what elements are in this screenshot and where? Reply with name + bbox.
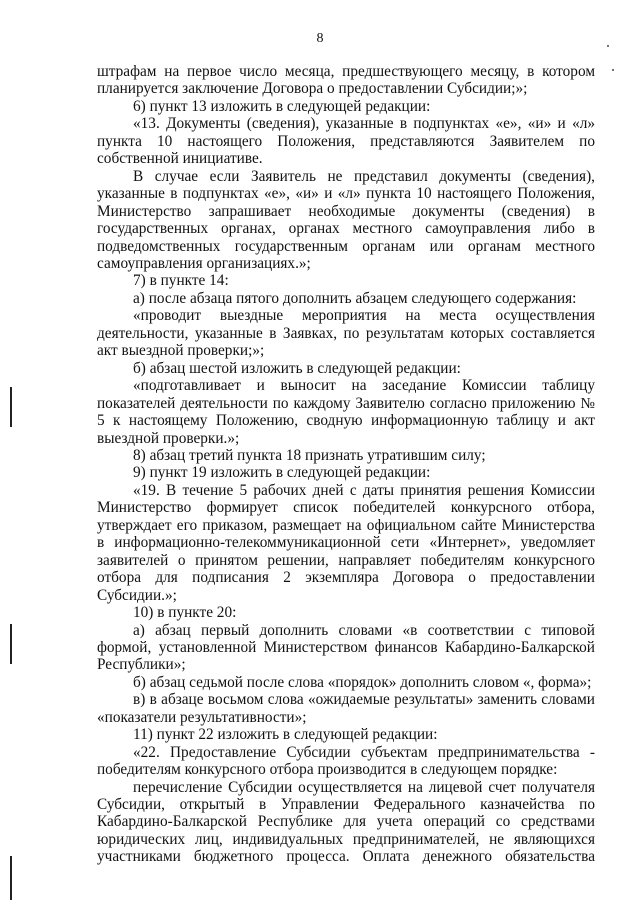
paragraph-6: а) после абзаца пятого дополнить абзацем следующего содержания: bbox=[133, 289, 577, 307]
paragraph-5: 7) в пункте 14: bbox=[133, 272, 229, 290]
page-number: 8 bbox=[316, 31, 324, 46]
paragraph-15: б) абзац седьмой после слова «порядок» дополнить словом «, форма»; bbox=[133, 673, 592, 691]
paragraph-12: «19. В течение 5 рабочих дней с даты принятия решения Комиссии Министерство формирует список победителей конкурсного отбора, утверждает его приказом, размещает на официальном сайте Министерства в информационно-телекоммуникационной сети «Интернет», уведомляет заявителей о принятом решении, направляет победителям конкурсного отбора для подписания 2 экземпляра Договора о предоставлении Субсидии.»; bbox=[97, 481, 595, 604]
paragraph-17: 11) пункт 22 изложить в следующей редакции: bbox=[133, 726, 438, 744]
paragraph-2: 6) пункт 13 изложить в следующей редакции: bbox=[133, 97, 431, 115]
document-body bbox=[97, 63, 595, 866]
paragraph-3: «13. Документы (сведения), указанные в подпунктах «е», «и» и «л» пункта 10 настоящего Положения, представляются Заявителем по собственной инициативе. bbox=[97, 115, 595, 168]
paragraph-7: «проводит выездные мероприятия на места осуществления деятельности, указанные в Заявках, по результатам которых составляется акт выездной проверки;»; bbox=[97, 307, 595, 360]
paragraph-8: б) абзац шестой изложить в следующей редакции: bbox=[133, 359, 461, 377]
paragraph-14: а) абзац первый дополнить словами «в соответствии с типовой формой, установленной Министерством финансов Кабардино-Балкарской Республики»; bbox=[97, 621, 595, 674]
scan-margin-mark bbox=[10, 856, 12, 900]
scan-margin-mark bbox=[10, 624, 12, 664]
scan-speck bbox=[607, 45, 609, 47]
paragraph-13: 10) в пункте 20: bbox=[133, 604, 237, 622]
paragraph-10: 8) абзац третий пункта 18 признать утратившим силу; bbox=[133, 446, 486, 464]
paragraph-11: 9) пункт 19 изложить в следующей редакции: bbox=[133, 464, 431, 482]
paragraph-19: перечисление Субсидии осуществляется на лицевой счет получателя Субсидии, открытый в Управлении Федерального казначейства по Кабардино-Балкарской Республике для учета операций со средствами юридических лиц, индивидуальных предпринимателей, не являющихся участниками бюджетного процесса. Оплата денежного обязательства bbox=[97, 778, 595, 866]
paragraph-16: в) в абзаце восьмом слова «ожидаемые результаты» заменить словами «показатели результативности»; bbox=[97, 691, 595, 726]
scan-margin-mark bbox=[10, 387, 12, 427]
paragraph-18: «22. Предоставление Субсидии субъектам предпринимательства - победителям конкурсного отбора производится в следующем порядке: bbox=[97, 743, 595, 779]
paragraph-1: штрафам на первое число месяца, предшествующего месяцу, в котором планируется заключение Договора о предоставлении Субсидии;»; bbox=[97, 63, 595, 98]
paragraph-9: «подготавливает и выносит на заседание Комиссии таблицу показателей деятельности по каждому Заявителю согласно приложению № 5 к настоящему Положению, сводную информационную таблицу и акт выездной проверки.»; bbox=[97, 377, 595, 447]
scan-speck bbox=[612, 69, 614, 71]
paragraph-4: В случае если Заявитель не представил документы (сведения), указанные в подпунктах «е», «и» и «л» пункта 10 настоящего Положения, Министерство запрашивает необходимые документы (сведения) в государственных органах, органах местного самоуправления либо в подведомственных государственным органам или органам местного самоуправления организациях.»; bbox=[97, 167, 595, 272]
